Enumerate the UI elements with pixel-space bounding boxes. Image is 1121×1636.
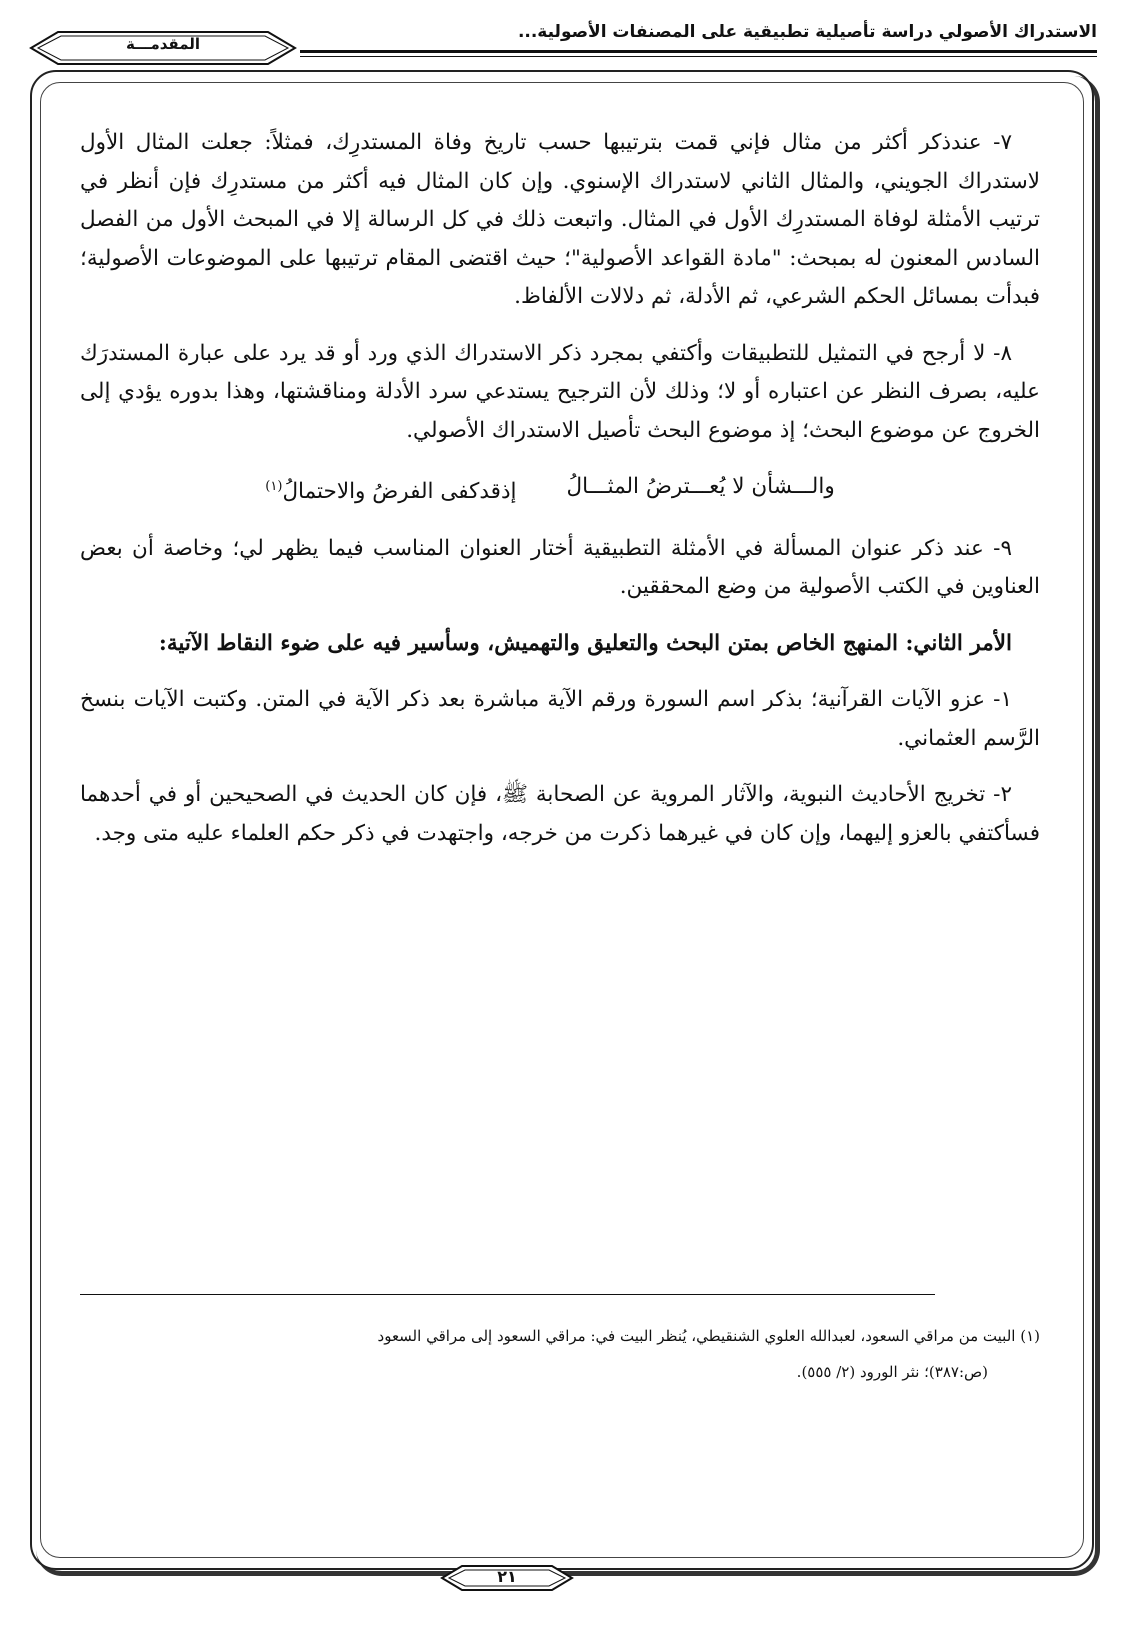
header-rule [300, 50, 1097, 53]
main-text [80, 124, 1040, 871]
section-heading-second-matter: الأمر الثاني: المنهج الخاص بمتن البحث والتعليق والتهميش، وسأسير فيه على ضوء النقاط الآتية: [158, 630, 1012, 656]
section-tag-label: المقدمـــة [125, 35, 201, 53]
header-rule-thin [300, 56, 1097, 57]
paragraph-9: ٩- عند ذكر عنوان المسألة في الأمثلة التطبيقية أختار العنوان المناسب فيما يظهر لي؛ وخاصة أن بعض العناوين في الكتب الأصولية من وضع المحققين. [80, 535, 1040, 600]
page-number: ٢١ [497, 1567, 517, 1586]
footnote [80, 1318, 1040, 1390]
poetry-verse [80, 468, 1040, 512]
paragraph-7: ٧- عندذكر أكثر من مثال فإني قمت بترتيبها حسب تاريخ وفاة المستدرِك، فمثلاً: جعلت المثال الأول لاستدراك الجويني، والمثال الثاني لاستدراك الإسنوي. وإن كان المثال فيه أكثر من مستدرِك فإن أنظر في ترتيب الأمثلة لوفاة المستدرِك الأول في المثال. واتبعت ذلك في كل الرسالة إلا في المبحث الأول من الفصل السادس المعنون له بمبحث: "مادة القواعد الأصولية"؛ حيث اقتضى المقام ترتيبها على الموضوعات الأصولية؛ فبدأت بمسائل الحكم الشرعي، ثم الأدلة، ثم دلالات الألفاظ. [80, 130, 1040, 309]
footnote-separator [80, 1294, 935, 1295]
footnote-marker: (١) [265, 479, 283, 494]
running-header-title: الاستدراك الأصولي دراسة تأصيلية تطبيقية على المصنفات الأصولية... [517, 22, 1097, 42]
verse-first-hemistich: والـــشأن لا يُعـــترضُ المثـــالُ [566, 474, 835, 499]
footnote-line-2: (ص:٣٨٧)؛ نثر الورود (٢/ ٥٥٥). [796, 1363, 988, 1381]
method-item-1: ١- عزو الآيات القرآنية؛ بذكر اسم السورة ورقم الآية مباشرة بعد ذكر الآية في المتن. وكتبت الآيات بنسخ الرَّسم العثماني. [80, 687, 1040, 751]
footnote-line-1: (١) البيت من مراقي السعود، لعبدالله العلوي الشنقيطي، يُنظر البيت في: مراقي السعود إلى مراقي السعود [377, 1327, 1040, 1345]
method-item-2: ٢- تخريج الأحاديث النبوية، والآثار المروية عن الصحابة ﷺ، فإن كان الحديث في الصحيحين أو في أحدهما فسأكتفي بالعزو إليهما، وإن كان في غيرهما ذكرت من خرجه، واجتهدت في ذكر حكم العلماء عليه متى وجد. [80, 782, 1040, 846]
paragraph-8: ٨- لا أرجح في التمثيل للتطبيقات وأكتفي بمجرد ذكر الاستدراك الذي ورد أو قد يرد على عبارة المستدرَك عليه، بصرف النظر عن اعتباره أو لا؛ وذلك لأن الترجيح يستدعي سرد الأدلة ومناقشتها، وهذا بدوره يؤدي إلى الخروج عن موضوع البحث؛ إذ موضوع البحث تأصيل الاستدراك الأصولي. [80, 340, 1040, 443]
verse-second-hemistich: إذقدكفى الفرضُ والاحتمالُ$^{(١)}$ [265, 479, 517, 505]
